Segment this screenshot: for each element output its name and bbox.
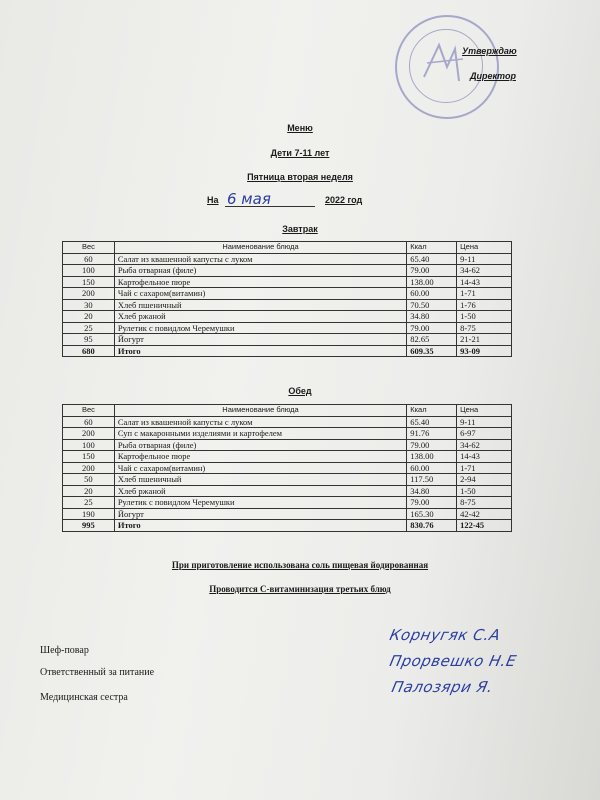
table-row [63,322,512,334]
price-cell: 9-11 [457,416,512,428]
price-cell: 1-76 [457,299,512,311]
date-prefix: На [207,195,219,205]
table-row [63,416,512,428]
weight-cell: 95 [63,334,115,346]
dish-cell: Чай с сахаром(витамин) [114,462,406,474]
table-row [63,474,512,486]
price-cell: 6-97 [457,428,512,440]
col-weight: Вес [63,405,115,417]
weight-cell: 100 [63,439,115,451]
weight-cell: 190 [63,508,115,520]
dish-cell: Йогурт [114,508,406,520]
kcal-cell: 79.00 [407,439,457,451]
dish-cell: Суп с макаронными изделиями и картофелем [114,428,406,440]
col-dish: Наименование блюда [114,405,406,417]
dish-cell: Рулетик с повидлом Черемушки [114,322,406,334]
price-cell: 42-42 [457,508,512,520]
total-weight-cell: 680 [63,345,115,357]
total-price-cell: 122-45 [457,520,512,532]
table-row [63,265,512,277]
dish-cell: Хлеб пшеничный [114,474,406,486]
nurse-signature: Палозяри Я. [390,678,495,696]
col-price: Цена [457,242,512,254]
table-row [63,451,512,463]
table-row [63,299,512,311]
handwritten-date: 6 мая [227,190,271,208]
kcal-cell: 34.80 [407,485,457,497]
kcal-cell: 82.65 [407,334,457,346]
day-label: Пятница вторая неделя [247,172,353,182]
dish-cell: Рулетик с повидлом Черемушки [114,497,406,509]
weight-cell: 150 [63,451,115,463]
kcal-cell: 138.00 [407,276,457,288]
chef-label: Шеф-повар [40,645,89,656]
col-weight: Вес [63,242,115,254]
dish-cell: Чай с сахаром(витамин) [114,288,406,300]
table-row [63,288,512,300]
table-header-row [63,242,512,254]
price-cell: 1-71 [457,288,512,300]
weight-cell: 50 [63,474,115,486]
table-header-row [63,405,512,417]
price-cell: 14-43 [457,276,512,288]
dish-cell: Картофельное пюре [114,276,406,288]
official-stamp [395,15,499,119]
price-cell: 14-43 [457,451,512,463]
dish-cell: Йогурт [114,334,406,346]
table-row [63,276,512,288]
price-cell: 1-50 [457,311,512,323]
kcal-cell: 60.00 [407,462,457,474]
price-cell: 34-62 [457,439,512,451]
kcal-cell: 34.80 [407,311,457,323]
price-cell: 8-75 [457,497,512,509]
responsible-label: Ответственный за питание [40,667,155,678]
table-row [63,497,512,509]
total-weight-cell: 995 [63,520,115,532]
vitamin-note: Проводится С-витаминизация третьих блюд [209,584,391,594]
weight-cell: 20 [63,485,115,497]
dish-cell: Рыба отварная (филе) [114,265,406,277]
dish-cell: Салат из квашенной капусты с луком [114,416,406,428]
nurse-label: Медицинская сестра [40,692,128,703]
price-cell: 8-75 [457,322,512,334]
weight-cell: 60 [63,253,115,265]
director-label: Директор [470,71,516,81]
kcal-cell: 117.50 [407,474,457,486]
doc-title: Меню [287,123,313,133]
weight-cell: 20 [63,311,115,323]
dish-cell: Хлеб пшеничный [114,299,406,311]
price-cell: 21-21 [457,334,512,346]
kcal-cell: 65.40 [407,416,457,428]
dish-cell: Салат из квашенной капусты с луком [114,253,406,265]
total-kcal-cell: 609.35 [407,345,457,357]
kcal-cell: 79.00 [407,322,457,334]
breakfast-table [62,241,512,357]
lunch-table [62,404,512,532]
table-row [63,508,512,520]
weight-cell: 100 [63,265,115,277]
lunch-heading: Обед [288,386,312,396]
table-row [63,311,512,323]
price-cell: 9-11 [457,253,512,265]
weight-cell: 150 [63,276,115,288]
breakfast-heading: Завтрак [282,224,318,234]
col-dish: Наименование блюда [114,242,406,254]
table-row [63,428,512,440]
dish-cell: Хлеб ржаной [114,311,406,323]
table-row [63,439,512,451]
weight-cell: 30 [63,299,115,311]
age-group: Дети 7-11 лет [270,148,330,158]
total-kcal-cell: 830.76 [407,520,457,532]
kcal-cell: 91.76 [407,428,457,440]
kcal-cell: 60.00 [407,288,457,300]
approve-label: Утверждаю [462,46,517,56]
weight-cell: 200 [63,462,115,474]
responsible-signature: Прорвешко Н.Е [388,652,519,670]
col-kcal: Ккал [407,405,457,417]
total-label-cell: Итого [114,520,406,532]
dish-cell: Картофельное пюре [114,451,406,463]
table-row [63,334,512,346]
kcal-cell: 79.00 [407,497,457,509]
weight-cell: 25 [63,497,115,509]
price-cell: 1-71 [457,462,512,474]
table-row [63,462,512,474]
total-label-cell: Итого [114,345,406,357]
total-price-cell: 93-09 [457,345,512,357]
price-cell: 2-94 [457,474,512,486]
kcal-cell: 165.30 [407,508,457,520]
date-year: 2022 год [325,195,363,205]
price-cell: 34-62 [457,265,512,277]
dish-cell: Хлеб ржаной [114,485,406,497]
price-cell: 1-50 [457,485,512,497]
weight-cell: 200 [63,428,115,440]
kcal-cell: 138.00 [407,451,457,463]
col-price: Цена [457,405,512,417]
kcal-cell: 79.00 [407,265,457,277]
dish-cell: Рыба отварная (филе) [114,439,406,451]
table-row [63,485,512,497]
stamp-signature-icon [419,37,469,87]
weight-cell: 25 [63,322,115,334]
total-row [63,345,512,357]
col-kcal: Ккал [407,242,457,254]
chef-signature: Корнугяк С.А [388,626,503,644]
weight-cell: 200 [63,288,115,300]
kcal-cell: 65.40 [407,253,457,265]
table-row [63,253,512,265]
salt-note: При приготовление использована соль пищевая йодированная [171,560,429,570]
date-line [205,191,385,209]
total-row [63,520,512,532]
weight-cell: 60 [63,416,115,428]
kcal-cell: 70.50 [407,299,457,311]
